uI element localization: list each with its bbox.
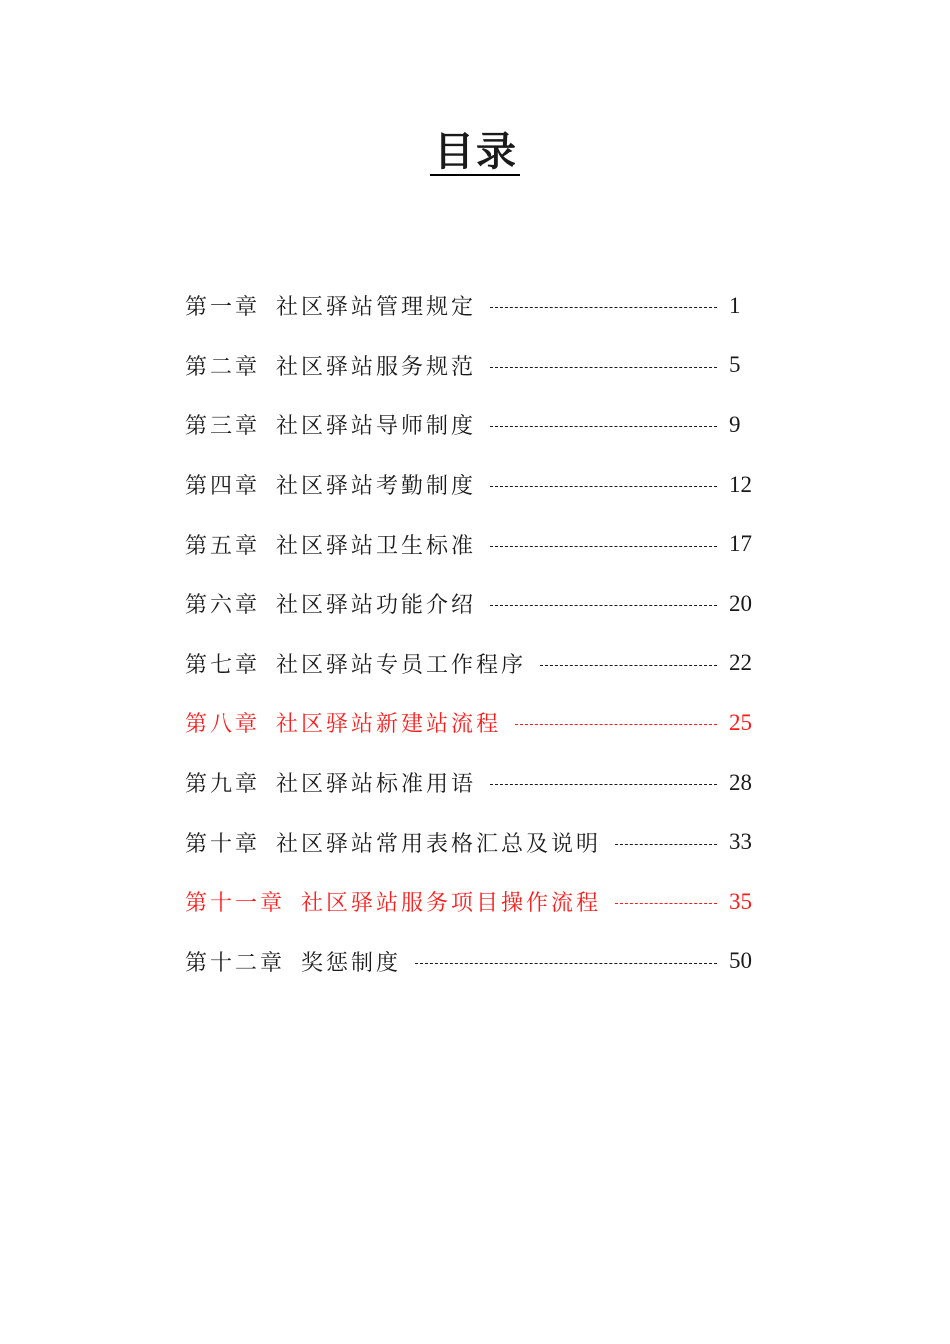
toc-title: 社区驿站卫生标准	[276, 533, 477, 559]
toc-entry[interactable]	[185, 753, 765, 813]
toc-page-number: 17	[729, 531, 752, 557]
toc-title: 社区驿站新建站流程	[276, 712, 502, 738]
toc-chapter: 第十章	[185, 831, 261, 857]
toc-page-number: 22	[729, 650, 752, 676]
toc-title: 社区驿站常用表格汇总及说明	[276, 831, 602, 857]
toc-entry[interactable]	[185, 634, 765, 694]
toc-leader	[490, 546, 717, 547]
toc-chapter: 第四章	[185, 474, 261, 500]
toc-chapter: 第三章	[185, 414, 261, 440]
toc-page-number: 20	[729, 590, 752, 616]
toc-title: 社区驿站导师制度	[276, 414, 477, 440]
toc-entry[interactable]	[185, 872, 765, 932]
toc-chapter: 第十一章	[185, 891, 286, 917]
toc-chapter: 第九章	[185, 772, 261, 798]
toc-leader	[490, 605, 717, 606]
toc-page-number: 33	[729, 829, 752, 855]
toc-page-number: 5	[729, 352, 741, 378]
toc-entry[interactable]	[185, 932, 765, 992]
toc-leader	[515, 724, 717, 725]
toc-chapter: 第六章	[185, 593, 261, 619]
toc-leader	[490, 784, 717, 785]
toc-title: 社区驿站功能介绍	[276, 593, 477, 619]
toc-chapter: 第七章	[185, 652, 261, 678]
toc-entry[interactable]	[185, 514, 765, 574]
toc-page-number: 50	[729, 948, 752, 974]
toc-chapter: 第十二章	[185, 950, 286, 976]
toc-entry[interactable]	[185, 336, 765, 396]
toc-entry[interactable]	[185, 276, 765, 336]
toc-leader	[540, 665, 717, 666]
toc-page-number: 35	[729, 888, 752, 914]
toc-title: 社区驿站服务规范	[276, 354, 477, 380]
toc-title: 社区驿站考勤制度	[276, 474, 477, 500]
toc-entry[interactable]	[185, 574, 765, 634]
toc-entry[interactable]	[185, 455, 765, 515]
toc-title: 社区驿站标准用语	[276, 772, 477, 798]
toc-leader	[615, 844, 717, 845]
page-title-text: 目录	[430, 130, 520, 176]
toc-leader	[490, 367, 717, 368]
toc-leader	[490, 486, 717, 487]
page-title	[0, 128, 950, 176]
toc-leader	[490, 426, 717, 427]
toc-title: 社区驿站专员工作程序	[276, 652, 527, 678]
toc-chapter: 第二章	[185, 354, 261, 380]
toc-page-number: 12	[729, 471, 752, 497]
table-of-contents	[185, 276, 765, 991]
toc-title: 奖惩制度	[301, 950, 402, 976]
toc-entry[interactable]	[185, 812, 765, 872]
toc-leader	[490, 307, 717, 308]
toc-entry[interactable]	[185, 693, 765, 753]
toc-leader	[615, 903, 717, 904]
toc-title: 社区驿站管理规定	[276, 295, 477, 321]
toc-page-number: 28	[729, 769, 752, 795]
toc-page-number: 1	[729, 292, 741, 318]
toc-leader	[415, 963, 717, 964]
toc-chapter: 第八章	[185, 712, 261, 738]
toc-title: 社区驿站服务项目操作流程	[301, 891, 602, 917]
toc-chapter: 第五章	[185, 533, 261, 559]
toc-chapter: 第一章	[185, 295, 261, 321]
toc-page-number: 25	[729, 709, 752, 735]
toc-entry[interactable]	[185, 395, 765, 455]
toc-page-number: 9	[729, 411, 741, 437]
